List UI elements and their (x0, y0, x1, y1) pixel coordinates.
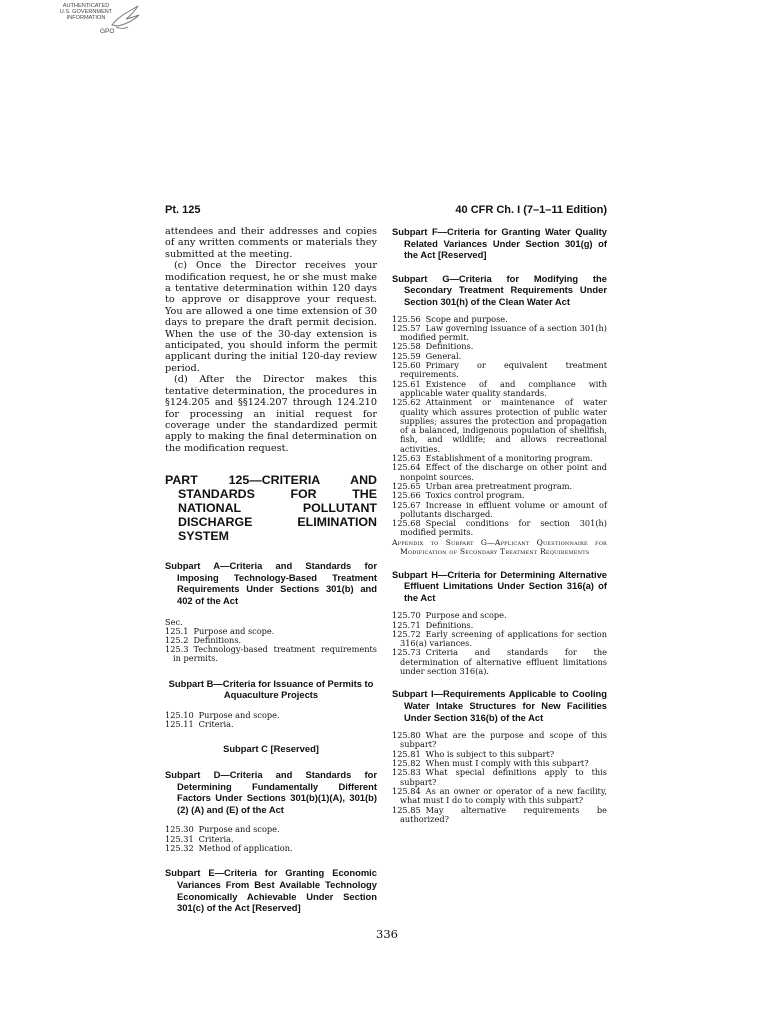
paragraph-continued: attendees and their addresses and copies of any written comments or materials they submitted at the meeting. (165, 226, 377, 260)
section-entry: 125.3 Technology-based treatment requirements in permits. (165, 644, 377, 664)
subpart-i-sections (392, 731, 607, 824)
subpart-a-title: Subpart A—Criteria and Standards for Imposing Technology-Based Treatment Requirements Under Sections 301(b) and 402 of the Act (165, 560, 377, 606)
part-title: PART 125—CRITERIA AND STANDARDS FOR THE NATIONAL POLLUTANT DISCHARGE ELIMINATION SYSTEM (165, 473, 377, 544)
section-entry: 125.82 When must I comply with this subpart? (392, 758, 589, 769)
section-entry: 125.11 Criteria. (165, 719, 234, 730)
section-entry: 125.62 Attainment or maintenance of water quality which assures protection of public water supplies; assures the protection and propagation of a balanced, indigenous population of shellfish, fish, and wildlife; and allows recreational activities. (392, 397, 607, 454)
section-entry: 125.2 Definitions. (165, 634, 242, 645)
section-entry: 125.30 Purpose and scope. (165, 824, 280, 835)
section-entry: 125.10 Purpose and scope. (165, 709, 280, 720)
subpart-d-sections (165, 825, 377, 853)
section-entry: 125.68 Special conditions for section 301(h) modified permits. (392, 518, 607, 538)
seal-line-1: AUTHENTICATED (62, 3, 110, 9)
section-entry: 125.56 Scope and purpose. (392, 313, 508, 324)
subpart-i-title: Subpart I—Requirements Applicable to Cooling Water Intake Structures for New Facilities Under Section 316(b) of the Act (392, 688, 607, 723)
right-column (392, 226, 607, 824)
subpart-g-sections (392, 315, 607, 557)
section-entry: 125.1 Purpose and scope. (165, 625, 275, 636)
paragraph-c: (c) Once the Director receives your modification request, he or she must make a tentative determination within 120 days to approve or disapprove your request. You are allowed a one time extension of 30 days to prepare the draft permit decision. When the use of the 30-day extension is anticipated, you should inform the permit applicant during the initial 120-day review period. (165, 260, 377, 374)
section-entry: 125.64 Effect of the discharge on other point and nonpoint sources. (392, 462, 607, 482)
section-entry: 125.61 Existence of and compliance with applicable water quality standards. (392, 378, 607, 398)
page-number: 336 (376, 927, 398, 941)
section-entry: 125.63 Establishment of a monitoring program. (392, 453, 593, 464)
section-entry: 125.70 Purpose and scope. (392, 610, 507, 621)
part-label: Pt. 125 (165, 204, 201, 216)
eagle-icon (108, 3, 142, 33)
section-entry: 125.83 What special definitions apply to this subpart? (392, 767, 607, 787)
section-entry: 125.72 Early screening of applications for section 316(a) variances. (392, 628, 607, 649)
section-entry: 125.73 Criteria and standards for the determination of alternative effluent limitations under section 316(a). (392, 647, 607, 677)
subpart-a-sections (165, 627, 377, 664)
subpart-h-sections (392, 611, 607, 676)
seal-line-3: INFORMATION (66, 15, 106, 21)
section-entry: 125.67 Increase in effluent volume or amount of pollutants discharged. (392, 499, 607, 519)
section-entry: 125.59 General. (392, 350, 462, 361)
section-entry: 125.71 Definitions. (392, 619, 474, 630)
section-entry: 125.57 Law governing issuance of a section 301(h) modified permit. (392, 322, 607, 343)
section-entry: 125.65 Urban area pretreatment program. (392, 480, 573, 491)
section-entry: 125.31 Criteria. (165, 833, 234, 844)
left-column (165, 226, 377, 914)
section-entry: 125.66 Toxics control program. (392, 490, 525, 501)
seal-line-2: U.S. GOVERNMENT (59, 9, 113, 15)
section-entry: 125.60 Primary or equivalent treatment requirements. (392, 360, 607, 380)
subpart-c-title: Subpart C [Reserved] (223, 743, 319, 755)
appendix-entry: Appendix to Subpart G—Applicant Questionnaire for Modification of Secondary Treatment Requirements (392, 537, 607, 557)
subpart-f-title: Subpart F—Criteria for Granting Water Quality Related Variances Under Section 301(g) of the Act [Reserved] (392, 226, 607, 261)
seal-mark: GPO (100, 28, 115, 35)
section-entry: 125.80 What are the purpose and scope of this subpart? (392, 730, 607, 750)
subpart-h-title: Subpart H—Criteria for Determining Alternative Effluent Limitations Under Section 316(a) of the Act (392, 568, 607, 603)
cfr-edition: 40 CFR Ch. I (7–1–11 Edition) (455, 204, 607, 216)
section-entry: 125.85 May alternative requirements be authorized? (392, 804, 607, 824)
subpart-b-title: Subpart B—Criteria for Issuance of Permits to Aquaculture Projects (168, 677, 374, 701)
subpart-e-title: Subpart E—Criteria for Granting Economic Variances From Best Available Technology Economically Achievable Under Section 301(c) of the Act [Reserved] (165, 867, 377, 914)
section-entry: 125.58 Definitions. (392, 341, 474, 352)
section-entry: 125.84 As an owner or operator of a new facility, what must I do to comply with this subpart? (392, 785, 607, 806)
sec-label: Sec. (165, 616, 183, 627)
paragraph-d: (d) After the Director makes this tentative determination, the procedures in §124.205 and §§124.207 through 124.210 for processing an initial request for coverage under the standardized permit apply to making the final determination on the modification request. (165, 374, 377, 454)
subpart-d-title: Subpart D—Criteria and Standards for Determining Fundamentally Different Factors Under Sections 301(b)(1)(A), 301(b)(2) (A) and (E) of the Act (165, 769, 377, 815)
running-header (165, 204, 607, 220)
section-entry: 125.81 Who is subject to this subpart? (392, 748, 555, 759)
gpo-authentication-seal (30, 3, 142, 49)
subpart-g-title: Subpart G—Criteria for Modifying the Secondary Treatment Requirements Under Section 301(h) of the Clean Water Act (392, 272, 607, 307)
section-entry: 125.32 Method of application. (165, 843, 293, 854)
subpart-b-sections (165, 711, 377, 730)
